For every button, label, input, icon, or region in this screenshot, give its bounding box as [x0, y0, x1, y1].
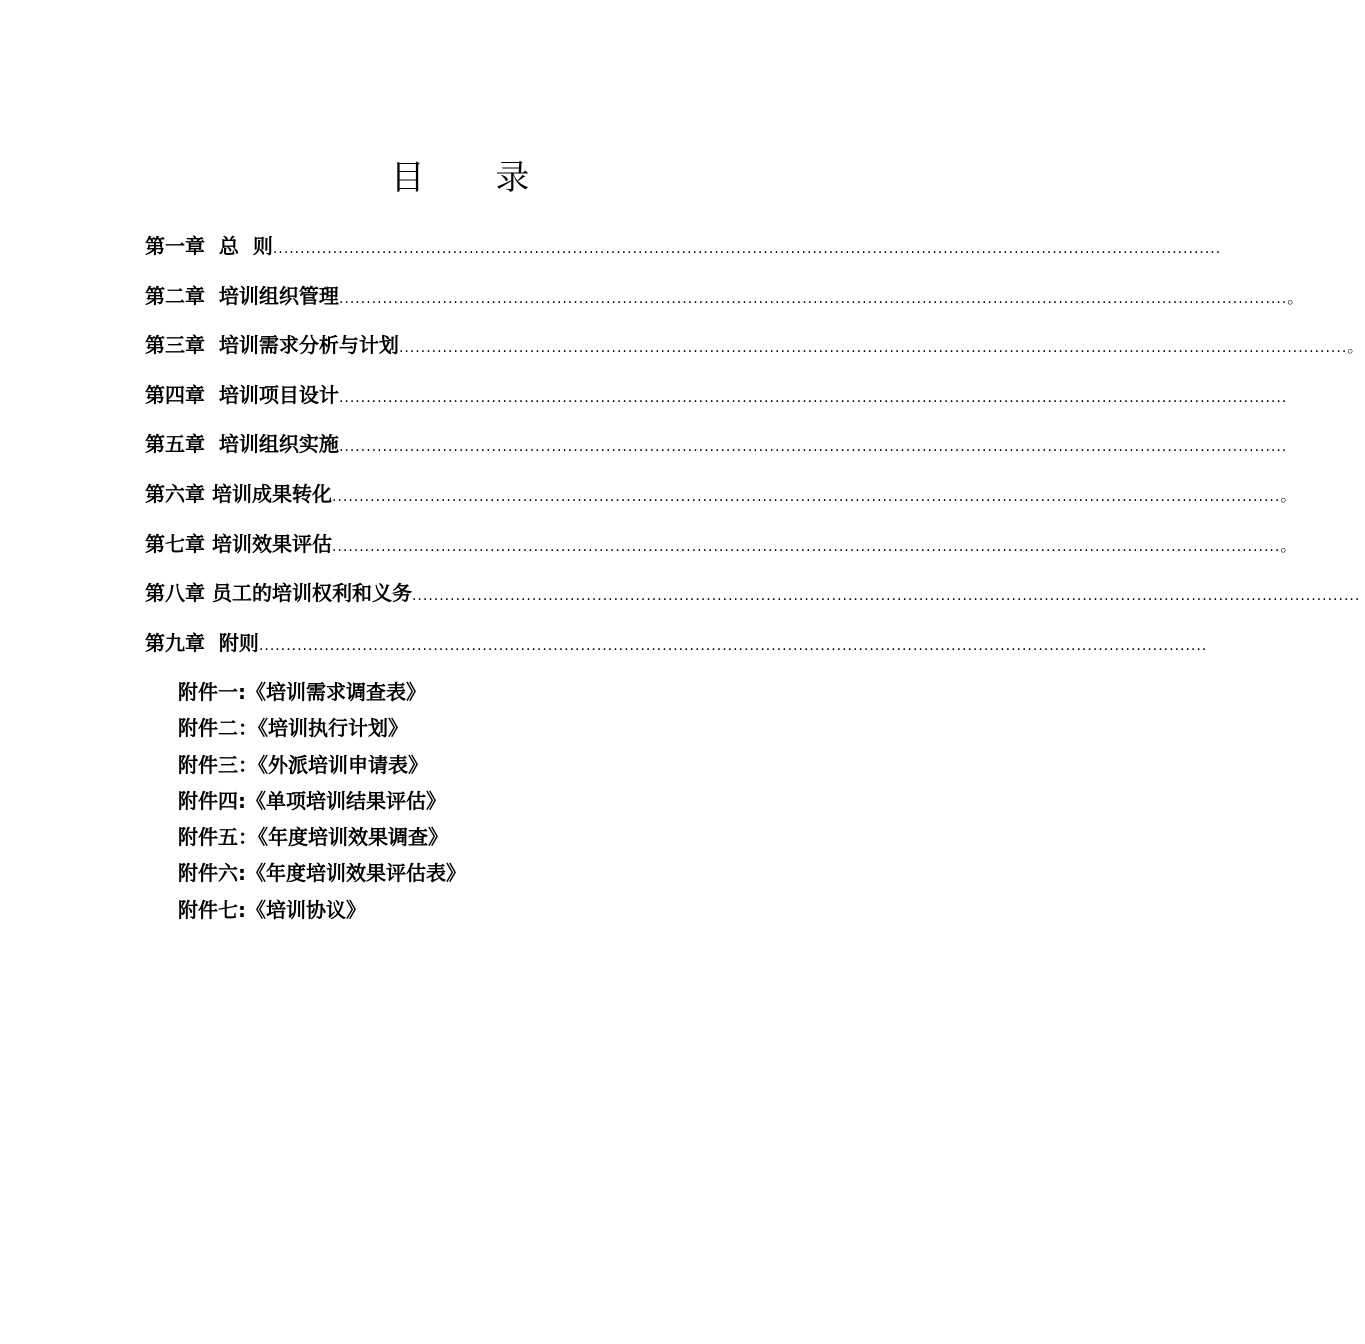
- appendix-item-5[interactable]: 附件五：《年度培训效果调查》: [178, 825, 448, 850]
- toc-entry-chapter-5[interactable]: [145, 420, 1288, 470]
- appendix-item-6[interactable]: 附件六:《年度培训效果评估表》: [178, 861, 466, 886]
- toc-entry-label: 第三章 培训需求分析与计划: [145, 333, 399, 358]
- appendix-item-3[interactable]: 附件三：《外派培训申请表》: [178, 752, 428, 777]
- toc-entry-chapter-8[interactable]: [145, 569, 1361, 619]
- appendix-item-4[interactable]: 附件四:《单项培训结果评估》: [178, 788, 446, 813]
- toc-entry-chapter-4[interactable]: [145, 371, 1288, 421]
- dot-leader: ..............................................................................................................................................................................: [338, 389, 1288, 406]
- toc-entry-label: 第五章 培训组织实施: [145, 432, 339, 457]
- appendix-item-7[interactable]: 附件七:《培训协议》: [178, 897, 366, 922]
- dot-leader: ..............................................................................................................................................................................: [258, 637, 1208, 654]
- dot-leader: ..............................................................................................................................................................................: [331, 538, 1281, 555]
- toc-entry-end: 。: [1280, 485, 1297, 505]
- toc-entry-label: 第一章 总 则: [145, 234, 273, 258]
- toc-entry-chapter-3[interactable]: [145, 321, 1364, 371]
- dot-leader: ..............................................................................................................................................................................: [338, 439, 1288, 456]
- dot-leader: ..............................................................................................................................................................................: [272, 241, 1222, 257]
- toc-entry-end: 。: [1280, 535, 1297, 555]
- dot-leader: ..............................................................................................................................................................................: [398, 340, 1348, 357]
- dot-leader: ..............................................................................................................................................................................: [338, 290, 1288, 307]
- toc-entry-label: 第八章 员工的培训权利和义务: [145, 581, 412, 606]
- appendix-item-1[interactable]: 附件一:《培训需求调查表》: [178, 680, 426, 704]
- toc-entry-end: 。: [1347, 337, 1364, 357]
- dot-leader: ..............................................................................................................................................................................: [411, 588, 1361, 605]
- toc-entry-label: 第二章 培训组织管理: [145, 283, 339, 308]
- toc-chapter-list: [145, 222, 1364, 668]
- toc-entry-chapter-7[interactable]: [145, 520, 1297, 570]
- toc-entry-label: 第六章 培训成果转化: [145, 481, 332, 506]
- toc-entry-chapter-1[interactable]: [145, 222, 1222, 272]
- toc-entry-chapter-6[interactable]: [145, 470, 1297, 520]
- toc-entry-label: 第七章 培训效果评估: [145, 531, 332, 556]
- toc-title: 目 录: [390, 158, 560, 198]
- toc-entry-label: 第九章 附则: [145, 630, 259, 655]
- appendix-item-2[interactable]: 附件二：《培训执行计划》: [178, 716, 408, 741]
- dot-leader: ..............................................................................................................................................................................: [331, 488, 1281, 505]
- toc-entry-end: 。: [1287, 287, 1304, 307]
- toc-entry-label: 第四章 培训项目设计: [145, 382, 339, 407]
- appendix-list: [178, 674, 778, 928]
- toc-entry-chapter-9[interactable]: [145, 619, 1208, 669]
- toc-entry-chapter-2[interactable]: [145, 272, 1304, 322]
